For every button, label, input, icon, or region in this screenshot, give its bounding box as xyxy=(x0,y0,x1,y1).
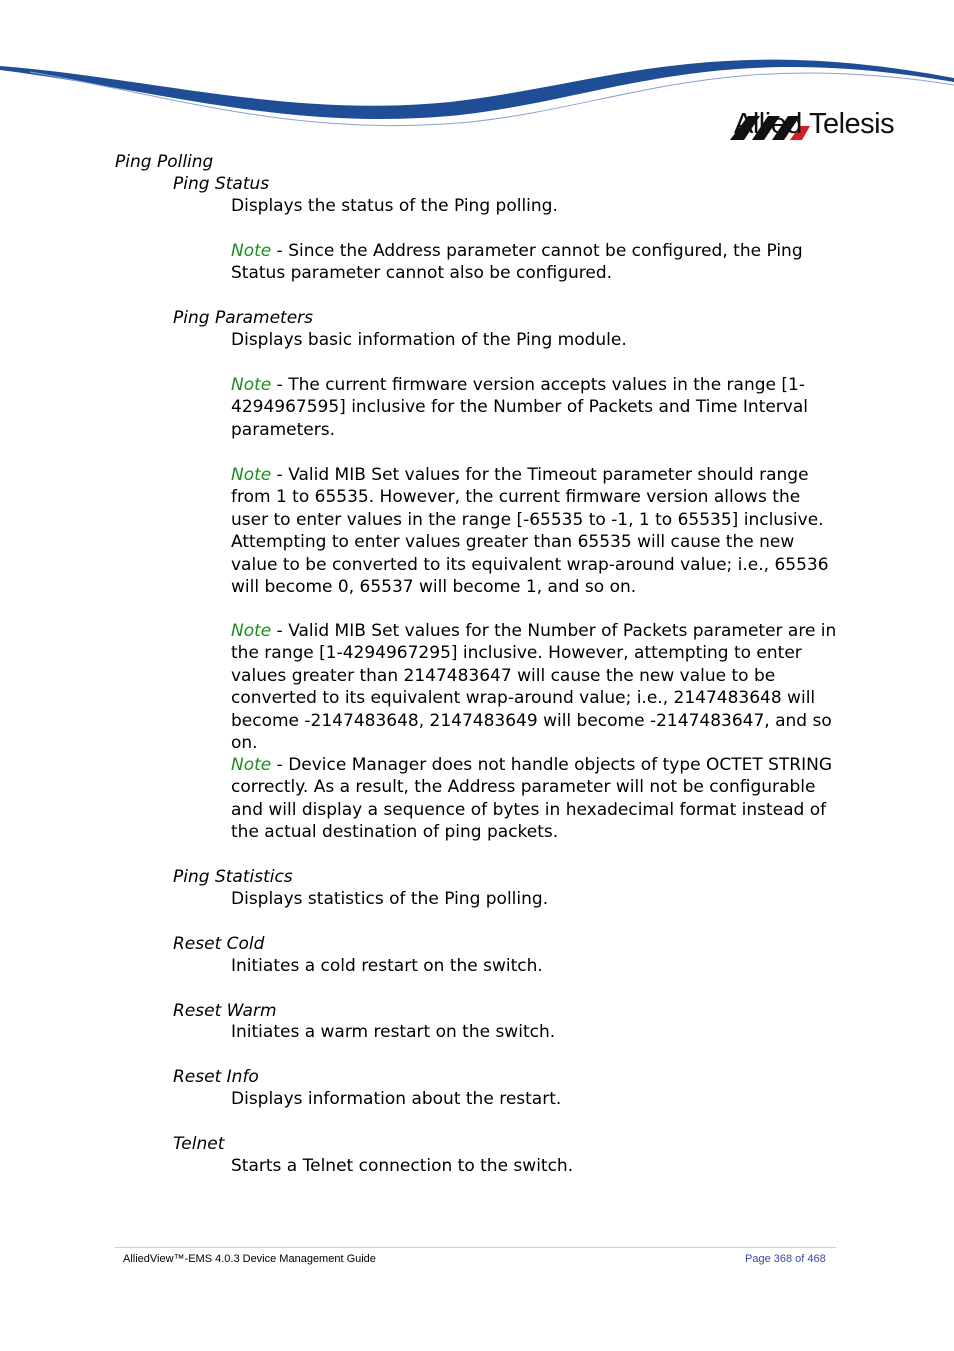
section-title-ping-polling: Ping Polling xyxy=(115,152,214,172)
note-label: Note xyxy=(231,755,272,775)
note-label: Note xyxy=(231,375,272,395)
note-label: Note xyxy=(231,621,272,641)
ping-statistics-description: Displays statistics of the Ping polling. xyxy=(231,889,549,909)
note-text: - Since the Address parameter cannot be configured, the Ping Status parameter cannot also be configured. xyxy=(231,241,803,284)
ping-status-note xyxy=(231,240,841,285)
subsection-title-reset-warm: Reset Warm xyxy=(173,1001,277,1021)
note-label: Note xyxy=(231,465,272,485)
note-label: Note xyxy=(231,241,272,261)
footer-page-number: Page 368 of 468 xyxy=(745,1253,826,1265)
subsection-title-ping-status: Ping Status xyxy=(173,174,270,194)
ping-status-description: Displays the status of the Ping polling. xyxy=(231,196,558,216)
subsection-title-reset-info: Reset Info xyxy=(173,1067,259,1087)
subsection-title-reset-cold: Reset Cold xyxy=(173,934,265,954)
subsection-title-ping-parameters: Ping Parameters xyxy=(173,308,314,328)
note-text: - Device Manager does not handle objects of type OCTET STRING correctly. As a result, the Address parameter will not be configurable and will display a sequence of bytes in hexadecimal format instead of the actual destination of ping packets. xyxy=(231,755,833,843)
note-text: - Valid MIB Set values for the Number of Packets parameter are in the range [1-4294967295] inclusive. However, attempting to enter values greater than 2147483647 will cause the new value to be converted to its equivalent wrap-around value; i.e., 2147483648 will become -2147483648, 2147483649 will become -2147483647, and so on. xyxy=(231,621,837,754)
footer-guide-title: AlliedView™-EMS 4.0.3 Device Management Guide xyxy=(123,1253,376,1265)
subsection-title-telnet: Telnet xyxy=(173,1134,225,1154)
ping-parameters-note-3 xyxy=(231,620,841,754)
reset-warm-description: Initiates a warm restart on the switch. xyxy=(231,1022,556,1042)
reset-cold-description: Initiates a cold restart on the switch. xyxy=(231,956,543,976)
telnet-description: Starts a Telnet connection to the switch. xyxy=(231,1156,574,1176)
ping-parameters-note-4 xyxy=(231,754,841,844)
footer-divider xyxy=(115,1247,836,1248)
note-text: - Valid MIB Set values for the Timeout parameter should range from 1 to 65535. However, the current firmware version allows the user to enter values in the range [-65535 to -1, 1 to 65535] inclusive. Attempting to enter values greater than 65535 will cause the new value to be converted to its equivalent wrap-around value; i.e., 65536 will become 0, 65537 will become 1, and so on. xyxy=(231,465,829,598)
note-text: - The current firmware version accepts values in the range [1-4294967595] inclusive for the Number of Packets and Time Interval parameters. xyxy=(231,375,808,440)
brand-name: Allied Telesis xyxy=(734,108,895,140)
ping-parameters-note-1 xyxy=(231,374,841,441)
subsection-title-ping-statistics: Ping Statistics xyxy=(173,867,293,887)
ping-parameters-description: Displays basic information of the Ping module. xyxy=(231,330,627,350)
reset-info-description: Displays information about the restart. xyxy=(231,1089,562,1109)
ping-parameters-note-2 xyxy=(231,464,841,598)
